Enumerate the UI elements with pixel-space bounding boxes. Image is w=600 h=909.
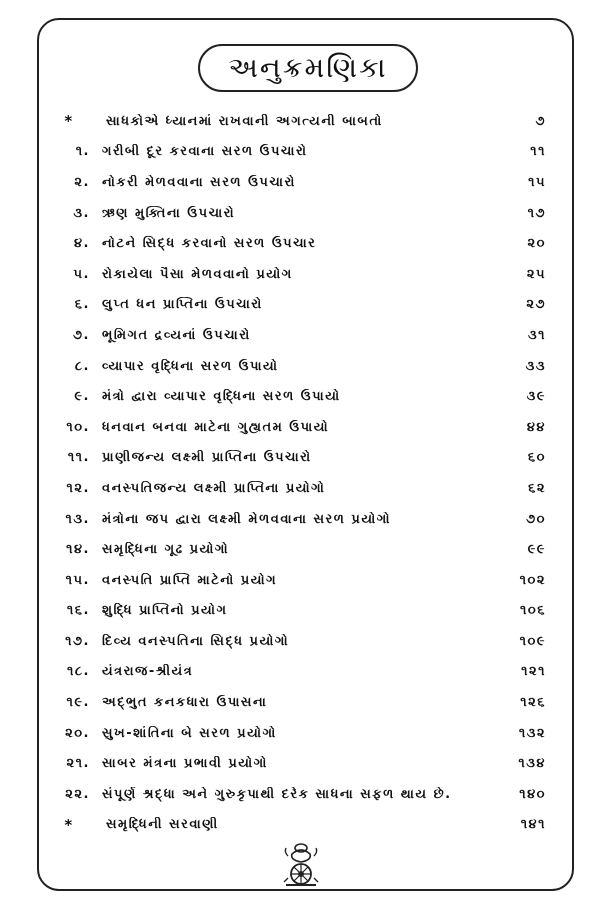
- toc-entry-page: ૧૭: [527, 205, 546, 221]
- toc-entry-number: ૧૬.: [66, 603, 90, 619]
- toc-entry-title: યંત્રરાજ-શ્રીયંત્ર: [102, 664, 194, 680]
- toc-entry-number: ૧૨.: [66, 480, 90, 496]
- toc-entry-number: ૨૦.: [65, 725, 90, 741]
- toc-entry: [40, 687, 550, 718]
- toc-entry: [40, 657, 550, 688]
- toc-entry-title: મંત્રો દ્વારા વ્યાપાર વૃદ્ધિના સરળ ઉપાયો: [102, 389, 341, 405]
- toc-entry-page: ૧૫: [528, 174, 546, 190]
- toc-entry-title: રોકાયેલા પૈસા મેળવવાનો પ્રયોગ: [102, 266, 293, 282]
- toc-entry: [40, 259, 550, 290]
- page-title: અનુક્રમણિકા: [228, 51, 388, 84]
- toc-entry-page: ૬૦: [527, 450, 546, 466]
- toc-entry-page: ૭૦: [526, 511, 546, 527]
- toc-entry: [40, 106, 550, 137]
- toc-entry-page: ૧૨૧: [521, 664, 546, 680]
- toc-entry: [40, 320, 550, 351]
- toc-entry: [40, 443, 550, 474]
- toc-entry-title: ભૂમિગત દ્રવ્યનાં ઉપચારો: [102, 327, 251, 343]
- toc-entry-title: સુખ-શાંતિના બે સરળ પ્રયોગો: [102, 725, 277, 741]
- toc-entry: [40, 810, 550, 841]
- toc-entry-number: ૧૧.: [67, 450, 90, 466]
- toc-entry-title: નોટને સિદ્ધ કરવાનો સરળ ઉપચાર: [102, 236, 317, 252]
- toc-entry-title: નોકરી મેળવવાના સરળ ઉપચારો: [102, 174, 296, 190]
- toc-entry-title: વ્યાપાર વૃદ્ધિના સરળ ઉપાયો: [102, 358, 279, 374]
- toc-entry-title: ગરીબી દૂર કરવાના સરળ ઉપચારો: [102, 144, 308, 160]
- table-of-contents: [40, 106, 550, 840]
- toc-entry-page: ૧૦૯: [519, 633, 546, 649]
- toc-entry-title: અદ્‌ભુત કનકધારા ઉપાસના: [102, 695, 268, 711]
- toc-entry-number: ૧૦.: [66, 419, 90, 435]
- toc-entry-number: ૨૨.: [65, 786, 90, 802]
- toc-entry: [40, 473, 550, 504]
- toc-entry-title: ઋણ મુક્તિના ઉપચારો: [102, 205, 236, 221]
- toc-entry-number: ૮.: [74, 358, 90, 374]
- toc-entry-title: સમૃદ્ધિની સરવાણી: [106, 817, 219, 833]
- toc-entry-page: ૧૪૦: [519, 786, 546, 802]
- toc-entry-number: ૧૪.: [66, 542, 90, 558]
- toc-entry-title: સમૃદ્ધિના ગૂઢ પ્રયોગો: [102, 542, 230, 558]
- lakshmi-emblem-icon: [278, 842, 324, 886]
- toc-entry-number: ૬.: [74, 297, 90, 313]
- toc-entry-number: ૨૧.: [66, 756, 90, 772]
- toc-entry: [40, 228, 550, 259]
- toc-entry-page: ૧૩૨: [518, 725, 546, 741]
- toc-entry-number: ૧૭.: [65, 633, 90, 649]
- toc-entry: [40, 748, 550, 779]
- toc-entry-title: લુપ્ત ધન પ્રાપ્તિના ઉપચારો: [102, 297, 263, 313]
- toc-entry: [40, 167, 550, 198]
- toc-entry-page: ૭: [535, 113, 546, 129]
- toc-entry-page: ૧૨૬: [520, 695, 546, 711]
- toc-entry: [40, 504, 550, 535]
- toc-entry-number: ૯.: [74, 389, 90, 405]
- toc-entry: [40, 565, 550, 596]
- toc-entry: [40, 412, 550, 443]
- toc-entry-number: *: [64, 112, 74, 131]
- toc-entry: [40, 626, 550, 657]
- toc-entry-title: સાધકોએ ધ્યાનમાં રાખવાની અગત્યની બાબતો: [106, 113, 383, 129]
- title-frame: [198, 44, 418, 92]
- toc-entry-page: ૧૦૬: [520, 603, 546, 619]
- toc-entry: [40, 596, 550, 627]
- toc-entry-number: ૩.: [73, 205, 90, 221]
- toc-entry-number: ૧૮.: [67, 664, 90, 680]
- toc-entry: [40, 290, 550, 321]
- toc-entry-title: દિવ્ય વનસ્પતિના સિદ્ધ પ્રયોગો: [102, 633, 290, 649]
- toc-entry-page: ૧૩૪: [518, 756, 546, 772]
- toc-entry-title: પ્રાણીજન્ય લક્ષ્મી પ્રાપ્તિના ઉપચારો: [102, 450, 312, 466]
- toc-entry-page: ૯૯: [527, 542, 546, 558]
- toc-entry-number: ૭.: [73, 327, 90, 343]
- toc-entry-page: ૧૧: [530, 144, 546, 160]
- toc-entry: [40, 351, 550, 382]
- toc-entry-title: મંત્રોના જપ દ્વારા લક્ષ્મી મેળવવાના સરળ પ્રયોગો: [102, 511, 391, 527]
- toc-entry: [40, 137, 550, 168]
- toc-entry-title: વનસ્પતિજન્ય લક્ષ્મી પ્રાપ્તિના પ્રયોગો: [102, 480, 326, 496]
- toc-entry-page: ૬૨: [528, 480, 546, 496]
- toc-entry-number: ૨.: [74, 174, 90, 190]
- toc-entry: [40, 198, 550, 229]
- toc-entry-page: ૨૭: [526, 297, 546, 313]
- toc-entry: [40, 534, 550, 565]
- toc-entry: [40, 381, 550, 412]
- toc-entry-page: ૪૪: [526, 419, 546, 435]
- toc-entry-page: ૨૫: [526, 266, 546, 282]
- toc-entry-number: *: [64, 815, 74, 834]
- toc-entry-title: ધનવાન બનવા માટેના ગુહ્યતમ ઉપાયો: [102, 419, 330, 435]
- toc-entry-title: શુદ્ધિ પ્રાપ્તિનો પ્રયોગ: [102, 603, 228, 619]
- toc-entry-page: ૩૯: [526, 389, 546, 405]
- toc-entry-number: ૪.: [74, 236, 90, 252]
- toc-entry-title: સાબર મંત્રના પ્રભાવી પ્રયોગો: [102, 756, 268, 772]
- toc-entry-page: ૧૪૧: [520, 817, 546, 833]
- toc-entry-number: ૧૯.: [66, 695, 90, 711]
- toc-entry-page: ૩૧: [527, 327, 546, 343]
- toc-entry-page: ૧૦૨: [519, 572, 546, 588]
- toc-entry-number: ૫.: [73, 266, 90, 282]
- toc-entry: [40, 718, 550, 749]
- toc-entry-number: ૧.: [75, 144, 90, 160]
- toc-entry-page: ૩૩: [525, 358, 546, 374]
- toc-entry: [40, 779, 550, 810]
- toc-entry-title: વનસ્પતિ પ્રાપ્તિ માટેનો પ્રયોગ: [102, 572, 278, 588]
- toc-entry-number: ૧૫.: [65, 572, 90, 588]
- toc-entry-title: સંપૂર્ણ શ્રદ્ધા અને ગુરુકૃપાથી દરેક સાધના સફળ થાય છે.: [102, 786, 452, 802]
- toc-entry-number: ૧૩.: [65, 511, 90, 527]
- toc-entry-page: ૨૦: [527, 236, 546, 252]
